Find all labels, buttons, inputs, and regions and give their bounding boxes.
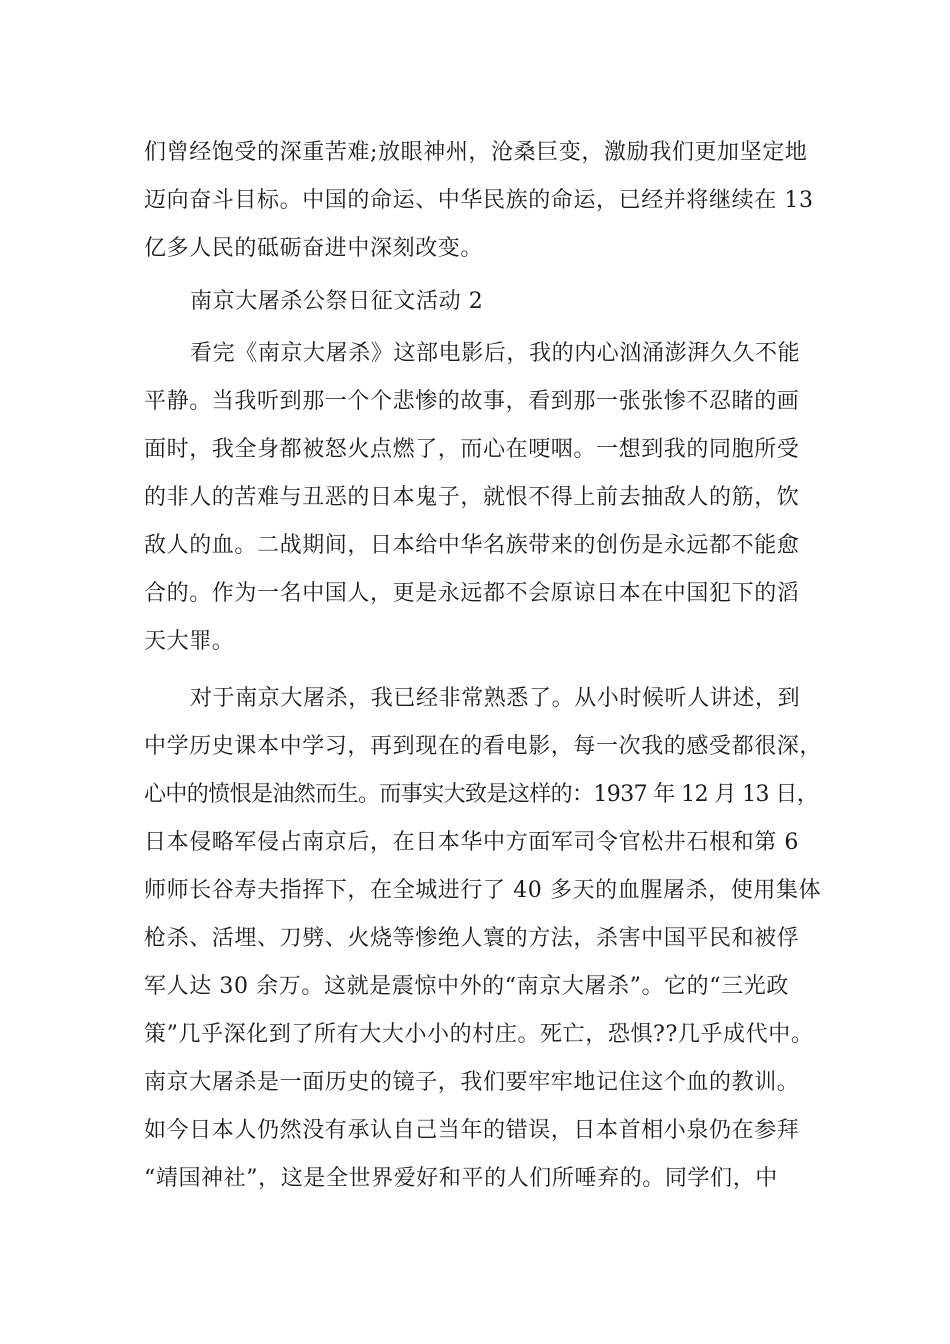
text-line: 如今日本人仍然没有承认自己当年的错误，日本首相小泉仍在参拜: [144, 1118, 800, 1143]
text-line: 策”几乎深化到了所有大大小小的村庄。死亡，恐惧??几乎成代中。: [144, 1022, 814, 1047]
text-line: 师师长谷寿夫指挥下，在全城进行了 40 多天的血腥屠杀，使用集体: [144, 878, 822, 903]
section-heading: 南京大屠杀公祭日征文活动 2: [190, 289, 484, 314]
text-line: 对于南京大屠杀，我已经非常熟悉了。从小时候听人讲述，到: [190, 686, 801, 711]
text-line: 们曾经饱受的深重苦难;放眼神州，沧桑巨变，激励我们更加坚定地: [144, 140, 808, 165]
text-line: 心中的愤恨是油然而生。而事实大致是这样的：1937 年 12 月 13 日，: [144, 782, 819, 807]
text-line: 南京大屠杀是一面历史的镜子，我们要牢牢地记住这个血的教训。: [144, 1070, 800, 1095]
text-line: “靖国神社”，这是全世界爱好和平的人们所唾弃的。同学们，中: [144, 1166, 778, 1191]
text-line: 面时，我全身都被怒火点燃了，而心在哽咽。一想到我的同胞所受: [144, 437, 800, 462]
text-line: 天大罪。: [144, 629, 235, 654]
text-line: 军人达 30 余万。这就是震惊中外的“南京大屠杀”。它的“三光政: [144, 974, 789, 999]
text-line: 枪杀、活埋、刀劈、火烧等惨绝人寰的方法，杀害中国平民和被俘: [144, 926, 800, 951]
text-line: 迈向奋斗目标。中国的命运、中华民族的命运，已经并将继续在 13: [144, 188, 814, 213]
text-line: 中学历史课本中学习，再到现在的看电影，每一次我的感受都很深，: [144, 734, 823, 759]
text-line: 合的。作为一名中国人，更是永远都不会原谅日本在中国犯下的滔: [144, 581, 800, 606]
text-line: 日本侵略军侵占南京后，在日本华中方面军司令官松井石根和第 6: [144, 830, 799, 855]
text-line: 敌人的血。二战期间，日本给中华名族带来的创伤是永远都不能愈: [144, 533, 800, 558]
text-line: 的非人的苦难与丑恶的日本鬼子，就恨不得上前去抽敌人的筋，饮: [144, 485, 800, 510]
text-line: 平静。当我听到那一个个悲惨的故事，看到那一张张惨不忍睹的画: [144, 389, 800, 414]
text-line: 亿多人民的砥砺奋进中深刻改变。: [144, 236, 484, 261]
text-line: 看完《南京大屠杀》这部电影后，我的内心汹涌澎湃久久不能: [190, 341, 801, 366]
